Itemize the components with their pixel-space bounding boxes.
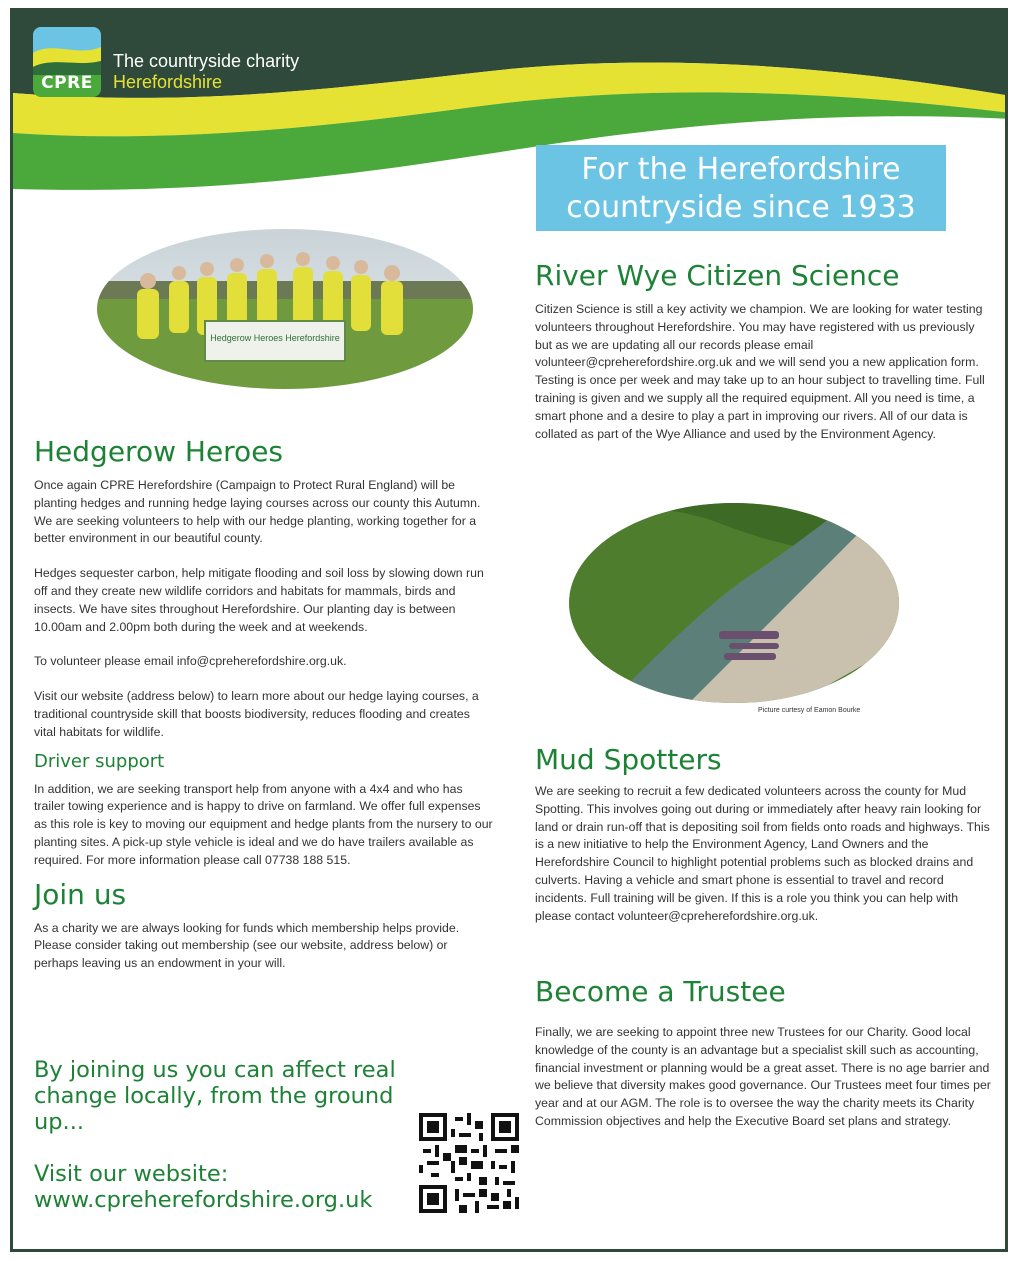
hedgerow-p4: Visit our website (address below) to learn more about our hedge laying courses, a traditional countryside skill that boosts biodiversity, reduces flooding and creates vital habitats for wildlife. bbox=[34, 689, 479, 739]
trustee-p1: Finally, we are seeking to appoint three new Trustees for our Charity. Good local knowledge of the county is an advantage but a specialist skill such as accounting, financial investment or planning would be a great asset. There is no age barrier and we believe that diversity makes good governance. Our Trustees meet four times per year and at our AGM. The role is to oversee the way the charity meets its Charity Commission objectives and help the Executive Board set plans and strategy. bbox=[535, 1025, 991, 1128]
visit-website bbox=[34, 1161, 434, 1213]
driver-p1: In addition, we are seeking transport help from anyone with a 4x4 and who has trailer towing experience and is happy to drive on farmland. We offer full expenses as this role is key to moving our equipment and hedge plants from the nursery to our planting sites. A pick-up style vehicle is ideal and we do have trailers available as required. For more information please call 07738 188 515. bbox=[34, 781, 493, 867]
join-title: Join us bbox=[34, 877, 127, 911]
volunteers-photo bbox=[97, 229, 473, 389]
hedgerow-title: Hedgerow Heroes bbox=[34, 435, 284, 468]
mud-p1: We are seeking to recruit a few dedicated volunteers across the county for Mud Spotting. This involves going out during or immediately after heavy rain looking for land or drain run-off that is depositing soil from fields onto roads and highways. This is a new initiative to help the Environment Agency, Land Owners and the Herefordshire Council to highlight potential problems such as blocked drains and culverts. Having a vehicle and smart phone is essential to travel and record incidents. Full training will be given. If this is a role you think you can help with please contact volunteer@cpreherefordshire.org.uk. bbox=[535, 784, 990, 923]
cpre-logo bbox=[33, 27, 101, 97]
banner-line-1: For the Herefordshire bbox=[581, 152, 901, 187]
qr-code[interactable] bbox=[419, 1113, 519, 1213]
since-1933-banner bbox=[536, 145, 946, 231]
hedgerow-p3: To volunteer please email info@cpreherefordshire.org.uk. bbox=[34, 654, 347, 669]
trustee-title: Become a Trustee bbox=[535, 975, 786, 1008]
photo-banner-text: Hedgerow Heroes Herefordshire bbox=[210, 333, 340, 343]
join-p1: As a charity we are always looking for funds which membership helps provide. Please consider taking out membership (see our website, address below) or perhaps leaving us an endowment in your will. bbox=[34, 920, 460, 971]
hedgerow-section bbox=[34, 435, 494, 973]
trustee-section bbox=[535, 975, 995, 1131]
river-title: River Wye Citizen Science bbox=[535, 259, 900, 292]
logo-text: CPRE bbox=[41, 73, 93, 93]
join-cta: By joining us you can affect real change locally, from the ground up... bbox=[34, 1057, 396, 1135]
page-frame bbox=[10, 8, 1008, 1252]
tagline-title: The countryside charity bbox=[113, 51, 300, 71]
river-photo bbox=[569, 503, 899, 703]
hedgerow-p2: Hedges sequester carbon, help mitigate flooding and soil loss by slowing down run off and they create new wildlife corridors and habitats for mammals, birds and insects. We have sites throughout Herefordshire. Our planting day is between 10.00am and 2.00pm both during the week and at weekends. bbox=[34, 566, 484, 634]
tagline-region: Herefordshire bbox=[113, 72, 223, 92]
visit-label: Visit our website: bbox=[34, 1161, 229, 1187]
driver-title: Driver support bbox=[34, 750, 165, 772]
banner-line-2: countryside since 1933 bbox=[566, 190, 916, 225]
website-link[interactable]: www.cpreherefordshire.org.uk bbox=[34, 1187, 373, 1213]
river-p1: Citizen Science is still a key activity we champion. We are looking for water testing volunteers throughout Herefordshire. You may have registered with us previously but as we are updating all our records please email volunteer@cpreherefordshire.org.uk and we will send you a new application form. Testing is once per week and may take up to an hour subject to travelling time. Full training is given and we supply all the required equipment. All you need is time, a smart phone and a desire to play a part in improving our rivers. All of our data is collated as part of the Wye Alliance and used by the Environment Agency. bbox=[535, 302, 985, 441]
hedgerow-p1: Once again CPRE Herefordshire (Campaign to Protect Rural England) will be planting hedges and running hedge laying courses across our county this Autumn. We are seeking volunteers to help with our hedge planting, working together for a better environment in our beautiful county. bbox=[34, 478, 481, 546]
photo-caption: Picture curtesy of Eamon Bourke bbox=[758, 707, 861, 714]
tagline bbox=[113, 51, 299, 93]
mud-title: Mud Spotters bbox=[535, 743, 722, 776]
mud-section bbox=[535, 743, 995, 925]
river-section bbox=[535, 259, 995, 443]
